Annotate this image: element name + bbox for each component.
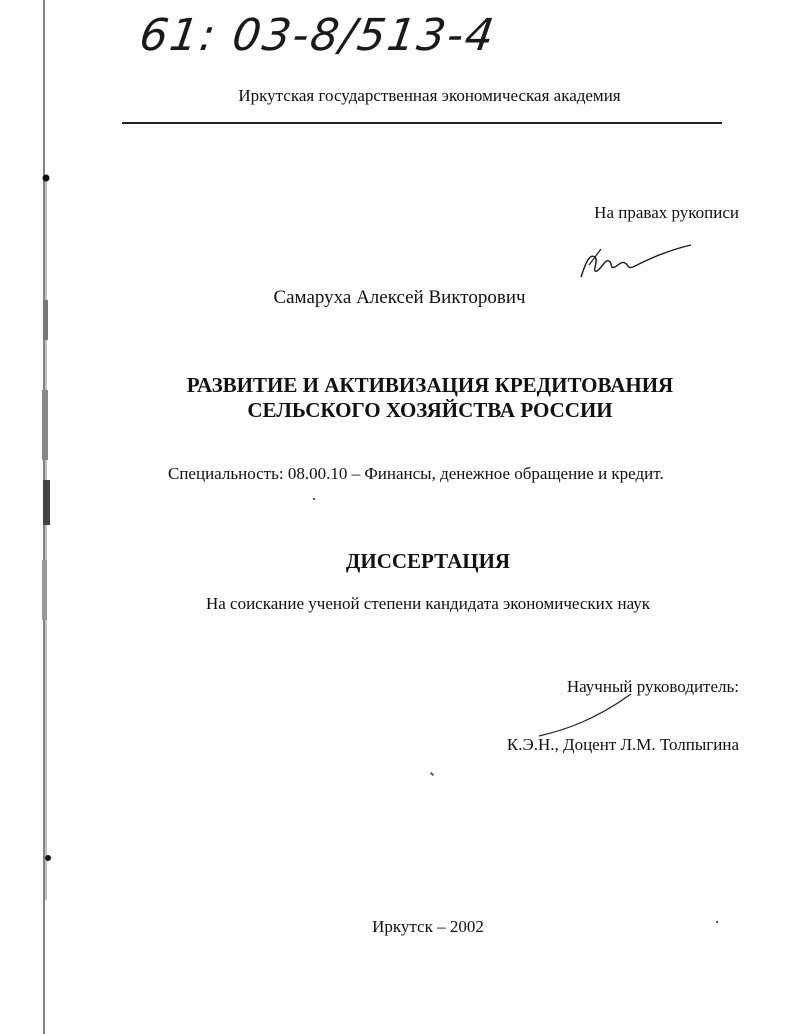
archive-code: 61: 03-8/513-4 [136, 10, 499, 61]
supervisor-signature [535, 690, 635, 740]
document-type-heading: ДИССЕРТАЦИЯ [345, 549, 511, 573]
supervisor-name: К.Э.Н., Доцент Л.М. Толпыгина [506, 735, 739, 754]
author-signature [575, 235, 695, 285]
author-name: Самаруха Алексей Викторович [273, 287, 526, 308]
header-divider [122, 122, 722, 124]
scan-speck [716, 921, 718, 923]
degree-line: На соискание ученой степени кандидата экономических наук [205, 594, 651, 613]
thesis-title [0, 373, 799, 423]
scan-speck [430, 772, 434, 776]
thesis-title-line-1: РАЗВИТИЕ И АКТИВИЗАЦИЯ КРЕДИТОВАНИЯ [186, 373, 674, 397]
institution-text: Иркутская государственная экономическая академия [238, 86, 621, 105]
city-year: Иркутск – 2002 [372, 917, 484, 936]
specialty-line: Специальность: 08.00.10 – Финансы, денежное обращение и кредит. [168, 464, 664, 483]
rights-notice: На правах рукописи [594, 203, 739, 222]
scan-binding-edge [34, 0, 58, 1034]
supervisor-label: Научный руководитель: [566, 677, 739, 696]
thesis-title-line-2: СЕЛЬСКОГО ХОЗЯЙСТВА РОССИИ [247, 398, 613, 422]
scan-speck [313, 498, 315, 500]
institution-name [0, 86, 799, 106]
